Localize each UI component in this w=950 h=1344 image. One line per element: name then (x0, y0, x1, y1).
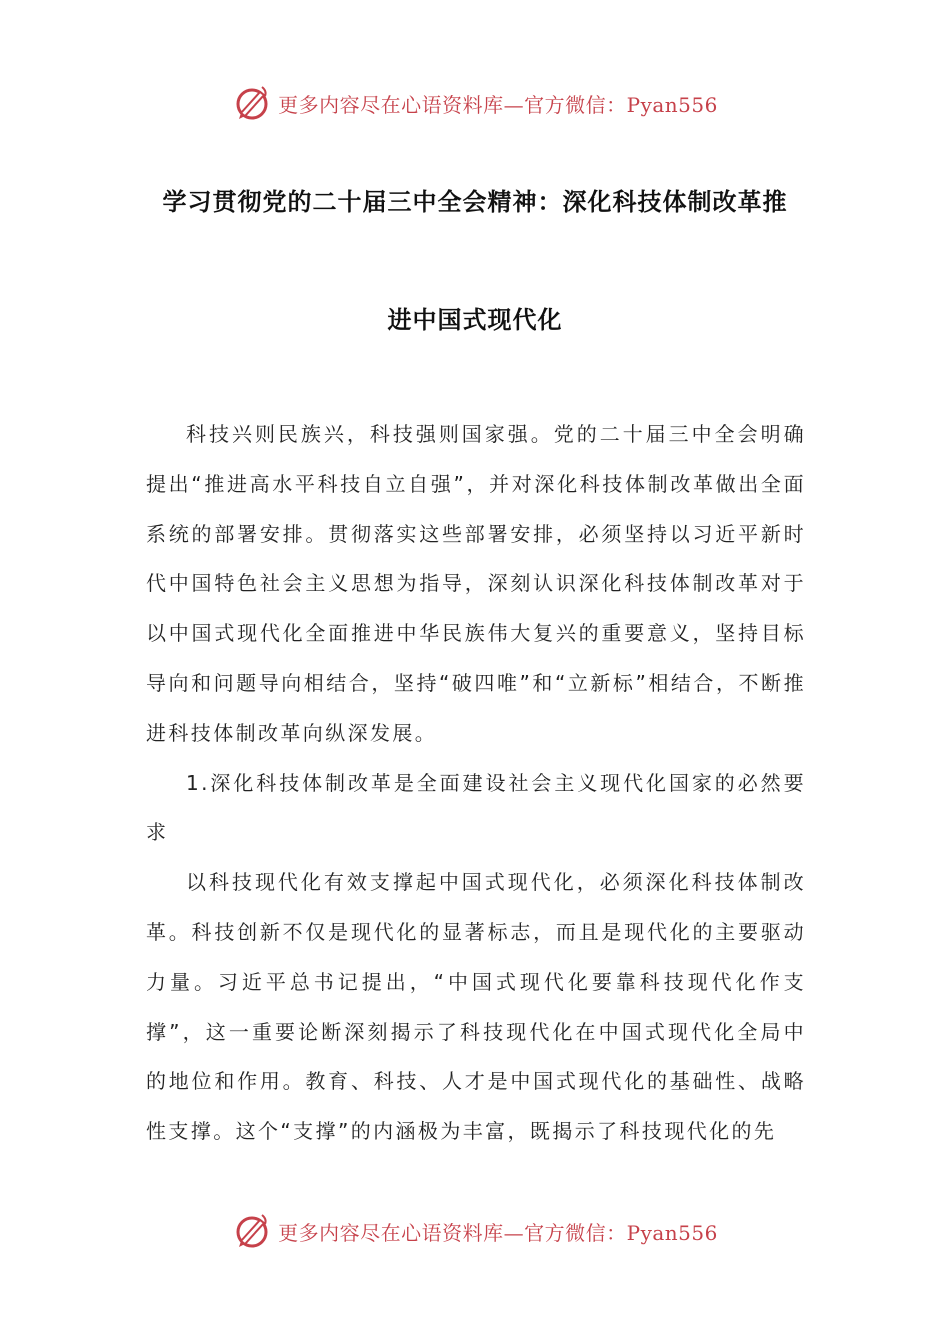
document-body (146, 410, 806, 1157)
document-title-line2: 进中国式现代化 (387, 306, 563, 334)
pen-circle-logo-icon (232, 83, 272, 123)
footer-banner (0, 1206, 950, 1256)
footer-banner-text: 更多内容尽在心语资料库—官方微信：Pyan556 (278, 1220, 718, 1245)
paragraph-intro: 科技兴则民族兴，科技强则国家强。党的二十届三中全会明确提出“推进高水平科技自立自强”，并对深化科技体制改革做出全面系统的部署安排。贯彻落实这些部署安排，必须坚持以习近平新时代中国特色社会主义思想为指导，深刻认识深化科技体制改革对于以中国式现代化全面推进中华民族伟大复兴的重要意义，坚持目标导向和问题导向相结合，坚持“破四唯”和“立新标”相结合，不断推进科技体制改革向纵深发展。 (146, 422, 806, 745)
paragraph-section-1: 以科技现代化有效支撑起中国式现代化，必须深化科技体制改革。科技创新不仅是现代化的显著标志，而且是现代化的主要驱动力量。习近平总书记提出，“中国式现代化要靠科技现代化作支撑”，这一重要论断深刻揭示了科技现代化在中国式现代化全局中的地位和作用。教育、科技、人才是中国式现代化的基础性、战略性支撑。这个“支撑”的内涵极为丰富，既揭示了科技现代化的先 (146, 870, 806, 1144)
document-title-line1: 学习贯彻党的二十届三中全会精神：深化科技体制改革推 (162, 188, 788, 216)
header-banner (0, 78, 950, 128)
header-banner-text: 更多内容尽在心语资料库—官方微信：Pyan556 (278, 92, 718, 117)
section-heading-1: 1.深化科技体制改革是全面建设社会主义现代化国家的必然要求 (146, 770, 806, 845)
pen-circle-logo-icon (232, 1211, 272, 1251)
